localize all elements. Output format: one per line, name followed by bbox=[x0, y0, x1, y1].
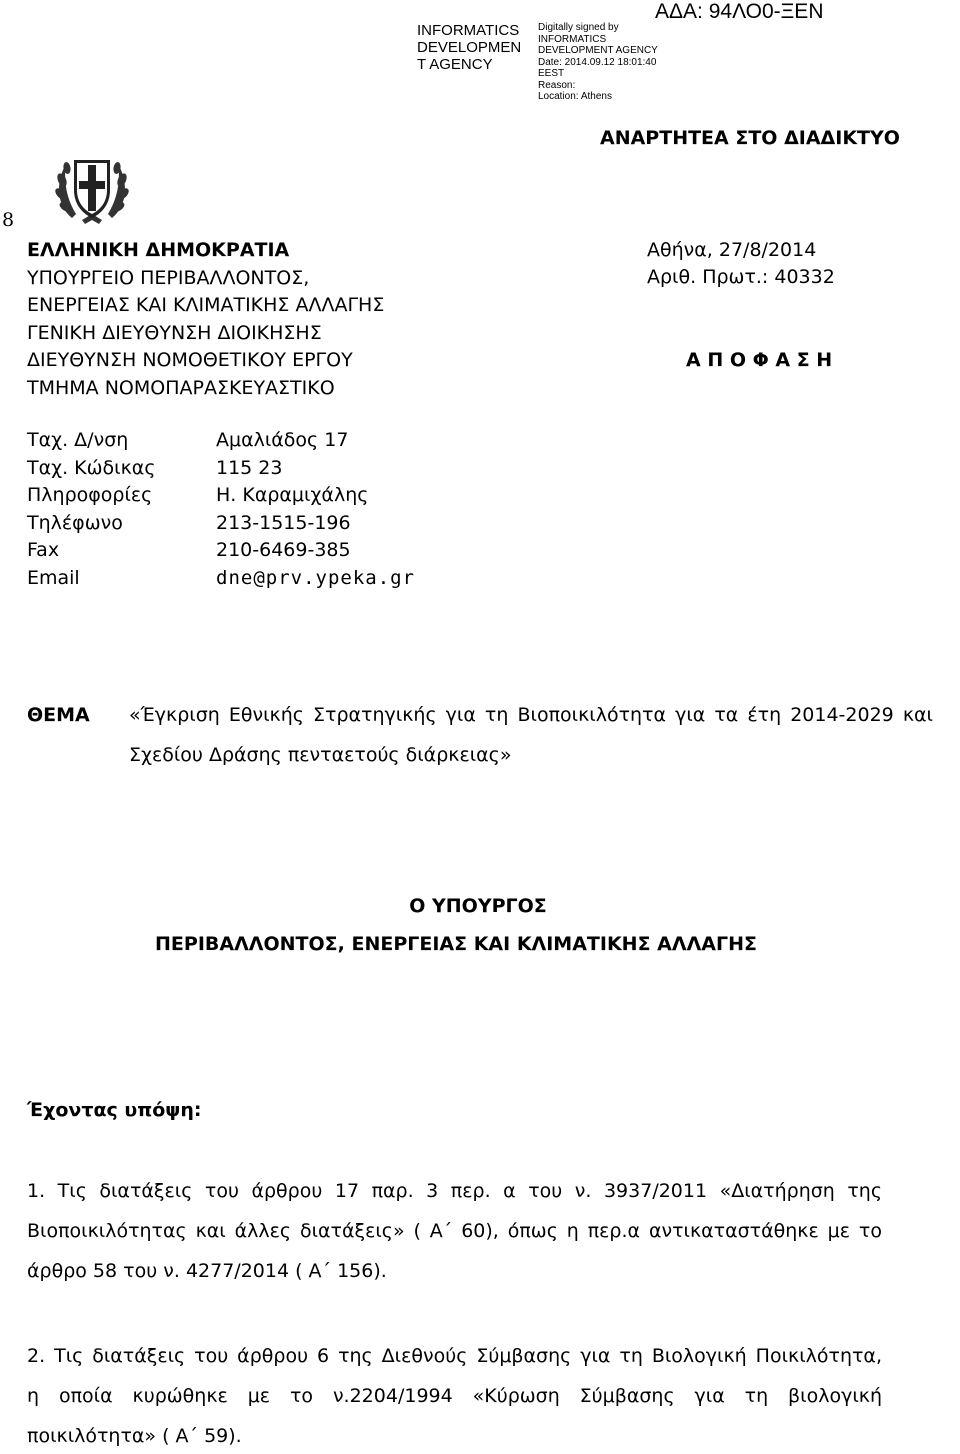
contact-label: Fax bbox=[27, 539, 60, 561]
signature-detail-line: Location: Athens bbox=[538, 91, 612, 102]
issuer-republic: ΕΛΛΗΝΙΚΗ ΔΗΜΟΚΡΑΤΙΑ bbox=[27, 239, 290, 261]
ada-code: ΑΔΑ: 94ΛΟ0-ΞΕΝ bbox=[655, 0, 824, 23]
item-line: η οποία κυρώθηκε με το ν.2204/1994 «Κύρωση Σύμβασης για τη βιολογική bbox=[27, 1385, 882, 1407]
signature-detail-line: DEVELOPMENT AGENCY bbox=[538, 45, 658, 56]
considering-heading: Έχοντας υπόψη: bbox=[27, 1099, 202, 1121]
page-number: 8 bbox=[2, 209, 15, 231]
date-line: Αθήνα, 27/8/2014 bbox=[647, 239, 817, 261]
subject-label: ΘΕΜΑ bbox=[27, 704, 90, 726]
contact-value: 115 23 bbox=[216, 456, 283, 479]
contact-block bbox=[27, 427, 416, 592]
signature-detail-line: Reason: bbox=[538, 79, 576, 91]
signer-name bbox=[417, 22, 521, 73]
minister-title: Ο ΥΠΟΥΡΓΟΣ bbox=[409, 895, 547, 917]
contact-value: Αμαλιάδος 17 bbox=[216, 429, 349, 451]
signature-details bbox=[538, 22, 658, 103]
signature-detail-line: INFORMATICS bbox=[538, 33, 607, 45]
contact-label: Ταχ. Δ/νση bbox=[27, 429, 129, 451]
contact-row-postcode bbox=[27, 455, 283, 483]
contact-row-phone bbox=[27, 510, 351, 538]
contact-row-address bbox=[27, 427, 349, 455]
contact-label: Ταχ. Κώδικας bbox=[27, 456, 156, 479]
issuer-general-directorate: ΓΕΝΙΚΗ ΔΙΕΥΘΥΝΣΗ ΔΙΟΙΚΗΣΗΣ bbox=[27, 321, 322, 344]
signer-name-line: INFORMATICS bbox=[417, 22, 520, 39]
contact-label: Τηλέφωνο bbox=[27, 511, 123, 534]
coat-of-arms-emblem bbox=[52, 148, 132, 232]
issuer-block bbox=[27, 237, 384, 402]
contact-label: Πληροφορίες bbox=[27, 484, 153, 506]
issuer-department: ΤΜΗΜΑ ΝΟΜΟΠΑΡΑΣΚΕΥΑΣΤΙΚΟ bbox=[27, 376, 335, 399]
contact-row-fax bbox=[27, 537, 351, 565]
contact-label: Email bbox=[27, 566, 80, 589]
contact-value: 210-6469-385 bbox=[216, 539, 351, 561]
contact-value: 213-1515-196 bbox=[216, 511, 351, 534]
decision-title: Α Π Ο Φ Α Σ Η bbox=[686, 349, 833, 371]
posting-notice: ΑΝΑΡΤΗΤΕΑ ΣΤΟ ΔΙΑΔΙΚΤΥΟ bbox=[600, 127, 900, 149]
issuer-ministry: ΥΠΟΥΡΓΕΙΟ ΠΕΡΙΒΑΛΛΟΝΤΟΣ, bbox=[27, 266, 310, 289]
contact-row-info bbox=[27, 482, 369, 510]
minister-ministry: ΠΕΡΙΒΑΛΛΟΝΤΟΣ, ΕΝΕΡΓΕΙΑΣ ΚΑΙ ΚΛΙΜΑΤΙΚΗΣ ΑΛΛΑΓΗΣ bbox=[155, 933, 757, 955]
signature-detail-line: Date: 2014.09.12 18:01:40 bbox=[538, 56, 657, 68]
protocol-number: Αριθ. Πρωτ.: 40332 bbox=[647, 266, 835, 288]
signature-detail-line: Digitally signed by bbox=[538, 22, 619, 33]
signer-name-line: DEVELOPMEN bbox=[417, 39, 522, 56]
item-line: άρθρο 58 του ν. 4277/2014 ( Α΄ 156). bbox=[27, 1260, 387, 1282]
issuer-ministry-cont: ΕΝΕΡΓΕΙΑΣ ΚΑΙ ΚΛΙΜΑΤΙΚΗΣ ΑΛΛΑΓΗΣ bbox=[27, 294, 385, 316]
contact-value: Η. Καραμιχάλης bbox=[216, 484, 369, 506]
issuer-directorate: ΔΙΕΥΘΥΝΣΗ ΝΟΜΟΘΕΤΙΚΟΥ ΕΡΓΟΥ bbox=[27, 349, 353, 371]
item-line: ποικιλότητα» ( Α΄ 59). bbox=[27, 1425, 242, 1447]
item-line: 2. Τις διατάξεις του άρθρου 6 της Διεθνούς Σύμβασης για τη Βιολογική Ποικιλότητα, bbox=[27, 1345, 882, 1367]
signature-detail-line: EEST bbox=[538, 68, 565, 79]
item-line: Βιοποικιλότητας και άλλες διατάξεις» ( Α΄ 60), όπως η περ.α αντικαταστάθηκε με το bbox=[27, 1220, 882, 1242]
contact-row-email bbox=[27, 565, 416, 593]
coat-of-arms-icon bbox=[52, 148, 132, 228]
subject-line-1: «Έγκριση Εθνικής Στρατηγικής για τη Βιοποικιλότητα για τα έτη 2014-2029 και bbox=[129, 704, 933, 726]
subject-line-2: Σχεδίου Δράσης πενταετούς διάρκειας» bbox=[129, 744, 512, 766]
contact-email-value: dne@prv.ypeka.gr bbox=[216, 566, 416, 589]
item-line: 1. Τις διατάξεις του άρθρου 17 παρ. 3 περ. α του ν. 3937/2011 «Διατήρηση της bbox=[27, 1180, 882, 1202]
signer-name-line: T AGENCY bbox=[417, 56, 493, 73]
